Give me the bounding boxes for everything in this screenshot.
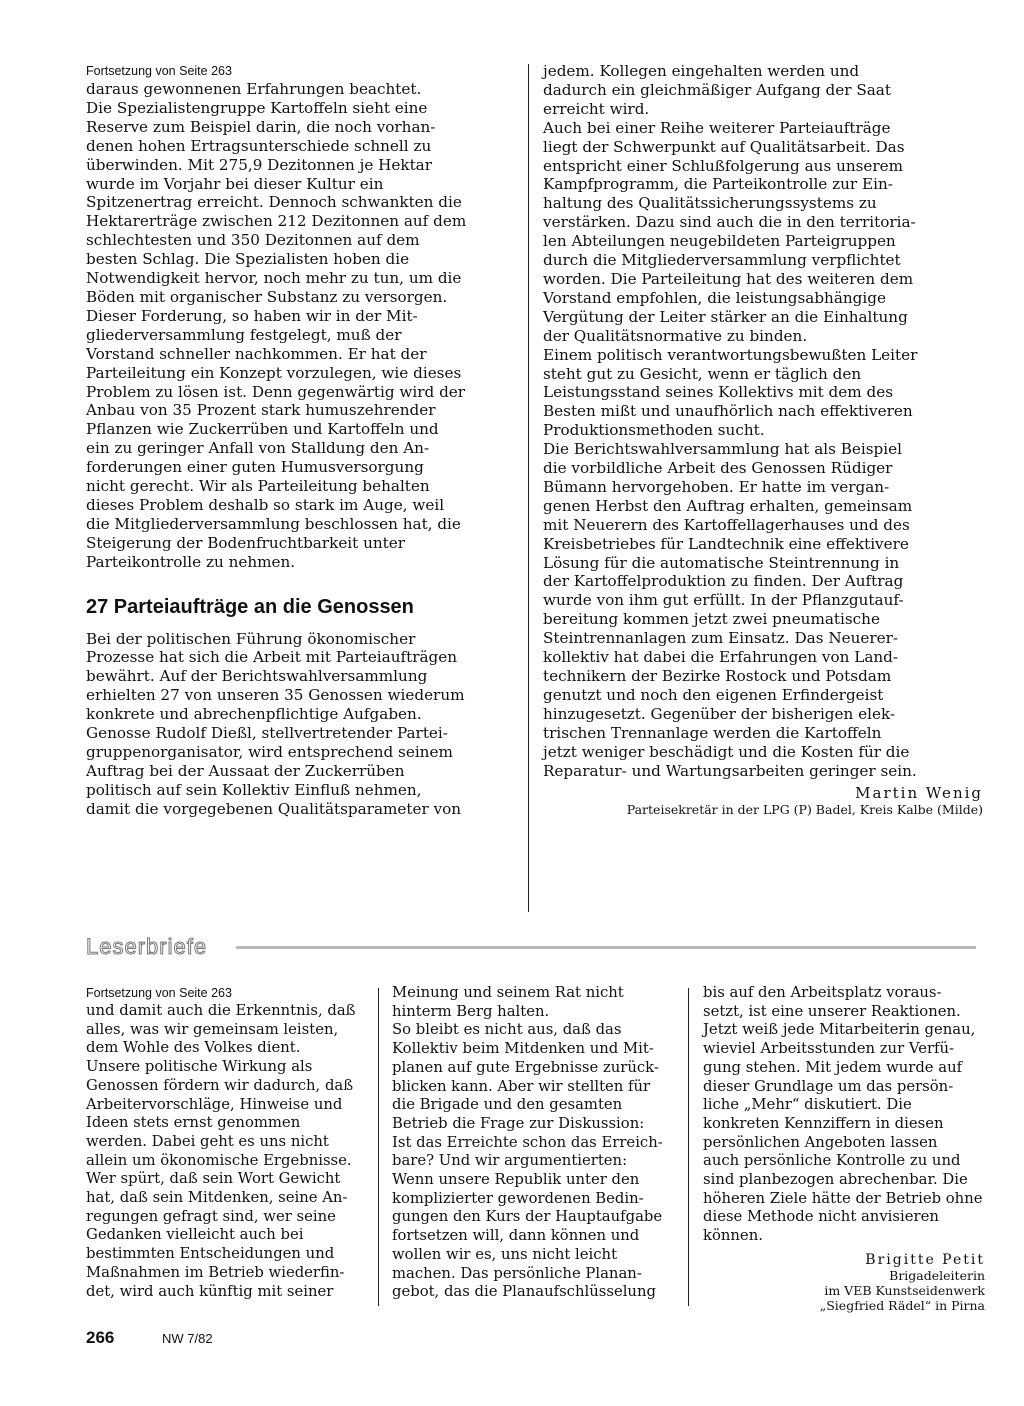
text-line: Besten mißt und unaufhörlich nach effektiveren [543,402,913,421]
text-line: dieser Grundlage um das persön- [703,1077,954,1095]
text-line: gungen den Kurs der Hauptaufgabe [392,1208,663,1226]
text-line: besten Schlag. Die Spezialisten hoben die [86,250,410,269]
letter-col-2 [392,984,676,1302]
text-line: verstärken. Dazu sind auch die in den territoria- [543,213,916,232]
text-line: schlechtesten und 350 Dezitonnen auf dem [86,231,420,250]
text-line: steht gut zu Gesicht, wenn er täglich den [543,364,862,383]
section-bar [236,946,976,949]
text-line: Produktionsmethoden sucht. [543,421,765,440]
text-line: „Siegfried Rädel“ in Pirna [819,1297,985,1313]
text-line: werden. Dabei geht es uns nicht [86,1132,329,1150]
text-line: Gedanken vielleicht auch bei [86,1226,304,1244]
text-line: auch persönliche Kontrolle zu und [703,1152,961,1170]
text-line: politisch auf sein Kollektiv Einfluß nehmen, [86,780,422,799]
text-line: damit die vorgegebenen Qualitätsparameter von [86,799,462,818]
text-line: persönlichen Angeboten lassen [703,1133,938,1151]
lower-column-1 [86,986,364,1301]
text-line: im VEB Kunstseidenwerk [824,1282,985,1298]
column-rule-lower-1 [378,988,379,1306]
text-line: Reparatur- und Wartungsarbeiten geringer sein. [543,761,917,780]
paragraph-right [543,62,983,780]
letter-author-name: Brigitte Petit [865,1251,985,1268]
text-line: Jetzt weiß jede Mitarbeiterin genau, [703,1021,976,1039]
text-line: Kollektiv beim Mitdenken und Mit- [392,1040,654,1058]
text-line: der Kartoffelproduktion zu finden. Der Auftrag [543,572,904,591]
text-line: bis auf den Arbeitsplatz voraus- [703,984,942,1001]
section-label: Leserbriefe [86,934,208,959]
text-line: Auch bei einer Reihe weiterer Parteiaufträge [543,118,891,137]
text-line: sind planbezogen abrechenbar. Die [703,1171,968,1189]
text-line: mit Neuerern des Kartoffellagerhauses und des [543,515,910,534]
text-line: alles, was wir gemeinsam leisten, [86,1020,339,1038]
text-line: Betrieb die Frage zur Diskussion: [392,1114,645,1132]
text-line: blicken kann. Aber wir stellten für [392,1077,651,1095]
text-line: bereitung kommen jetzt zwei pneumatische [543,610,880,629]
text-line: gruppenorganisator, wird entsprechend seinem [86,743,453,761]
text-line: fortsetzen will, dann können und [392,1227,640,1245]
text-line: Reserve zum Beispiel darin, die noch vorhan- [86,117,436,136]
text-line: Unsere politische Wirkung als [86,1058,313,1076]
text-line: entspricht einer Schlußfolgerung aus unserem [543,156,904,175]
text-line: hat, daß sein Mitdenken, seine An- [86,1189,348,1207]
text-line: allein um ökonomische Ergebnisse. [86,1151,352,1169]
text-line: bare? Und wir argumentierten: [392,1152,628,1170]
text-line: Genosse Rudolf Dießl, stellvertretender Partei- [86,724,448,743]
text-line: Die Spezialistengruppe Kartoffeln sieht eine [86,98,428,117]
text-line: Böden mit organischer Substanz zu versorgen. [86,287,448,306]
text-line: die Brigade und den gesamten [392,1096,623,1114]
text-line: forderungen einer guten Humusversorgung [86,458,424,477]
text-line: Parteileitung ein Konzept vorzulegen, wie dieses [86,363,462,382]
letter-author-role [703,1268,985,1313]
text-line: Vergütung der Leiter stärker an die Einhaltung [543,307,908,326]
section-header [86,934,986,960]
text-line: wollen wir es, uns nicht leicht [392,1245,618,1263]
text-line: konkrete und abrechenpflichtige Aufgaben. [86,705,422,724]
text-line: Prozesse hat sich die Arbeit mit Parteiaufträgen [86,648,458,667]
text-line: dadurch ein gleichmäßiger Aufgang der Saat [543,80,891,99]
text-line: nicht gerecht. Wir als Parteileitung behalten [86,477,430,496]
text-line: trischen Trennanlage werden die Kartoffeln [543,723,882,742]
text-line: Einem politisch verantwortungsbewußten Leiter [543,345,918,364]
text-line: jetzt weniger beschädigt und die Kosten für die [543,742,910,761]
section-heading: 27 Parteiaufträge an die Genossen [86,595,414,618]
text-line: Parteikontrolle zu nehmen. [86,552,296,571]
text-line: hinterm Berg halten. [392,1002,550,1020]
text-line: und damit auch die Erkenntnis, daß [86,1002,356,1019]
text-line: Ideen stets ernst genommen [86,1114,301,1132]
text-line: der Qualitätsnormative zu binden. [543,326,808,345]
text-line: Maßnahmen im Betrieb wiederfin- [86,1263,345,1281]
continued-note: Fortsetzung von Seite 263 [86,64,232,78]
text-line: konkreten Kennziffern in diesen [703,1114,944,1132]
author-role: Parteisekretär in der LPG (P) Badel, Kreis Kalbe (Milde) [626,802,983,818]
text-line: daraus gewonnenen Erfahrungen beachtet. [86,80,422,98]
text-line: Bei der politischen Führung ökonomischer [86,629,416,648]
text-line: Anbau von 35 Prozent stark humuszehrender [86,401,436,420]
text-line: liegt der Schwerpunkt auf Qualitätsarbeit. Das [543,137,905,156]
text-line: Wer spürt, daß sein Wort Gewicht [86,1170,341,1188]
text-line: setzt, ist eine unserer Reaktionen. [703,1002,961,1020]
text-line: Arbeitervorschläge, Hinweise und [86,1095,343,1113]
text-line: technikern der Bezirke Rostock und Potsdam [543,667,892,685]
text-line: gebot, das die Planaufschlüsselung [392,1283,656,1301]
text-line: len Abteilungen neugebildeten Parteigruppen [543,232,896,251]
text-line: Notwendigkeit hervor, noch mehr zu tun, um die [86,269,462,288]
text-line: die vorbildliche Arbeit des Genossen Rüdiger [543,459,893,478]
text-line: höheren Ziele hätte der Betrieb ohne [703,1189,983,1207]
text-line: komplizierter gewordenen Bedin- [392,1189,644,1207]
text-line: Steigerung der Bodenfruchtbarkeit unter [86,533,406,552]
letter-col-1 [86,1002,364,1301]
lower-column-3 [703,984,985,1313]
text-line: Pflanzen wie Zuckerrüben und Kartoffeln und [86,420,439,439]
text-line: genen Herbst den Auftrag erhalten, gemeinsam [543,496,913,515]
issue-label: NW 7/82 [162,1331,213,1346]
text-line: bewährt. Auf der Berichtswahlversammlung [86,667,428,686]
text-line: Wenn unsere Republik unter den [392,1171,640,1189]
text-line: gung stehen. Mit jedem wurde auf [703,1058,963,1076]
text-line: ein zu geringer Anfall von Stalldung den An- [86,439,430,458]
text-line: worden. Die Parteileitung hat des weiteren dem [543,269,914,288]
text-line: wieviel Arbeitsstunden zur Verfü- [703,1040,955,1058]
upper-right-column [543,62,983,817]
text-line: überwinden. Mit 275,9 Dezitonnen je Hektar [86,155,432,174]
text-line: haltung des Qualitätssicherungssystems zu [543,194,877,213]
text-line: Kampfprogramm, die Parteikontrolle zur Ein- [543,175,893,194]
text-line: So bleibt es nicht aus, daß das [392,1021,622,1039]
page-number: 266 [86,1328,115,1347]
column-rule-lower-2 [688,988,689,1306]
text-line: Die Berichtswahlversammlung hat als Beispiel [543,440,902,459]
text-line: machen. Das persönliche Planan- [392,1264,642,1282]
text-line: erhielten 27 von unseren 35 Genossen wiederum [86,686,465,705]
text-line: Leistungsstand seines Kollektivs mit dem des [543,383,894,402]
text-line: dem Wohle des Volkes dient. [86,1039,301,1057]
text-line: Vorstand empfohlen, die leistungsabhängige [543,288,886,307]
text-line: wurde im Vorjahr bei dieser Kultur ein [86,174,384,193]
text-line: durch die Mitgliederversammlung verpflichtet [543,251,901,270]
author-name: Martin Wenig [855,784,983,803]
paragraph-2 [86,630,518,819]
text-line: Spitzenertrag erreicht. Dennoch schwankten die [86,193,462,212]
text-line: erreicht wird. [543,99,650,118]
text-line: Hektarerträge zwischen 212 Dezitonnen auf dem [86,212,467,231]
text-line: genutzt und noch den eigenen Erfindergeist [543,685,884,704]
text-line: Kreisbetriebes für Landtechnik eine effektivere [543,534,909,553]
text-line: Problem zu lösen ist. Denn gegenwärtig wird der [86,382,466,401]
text-line: Dieser Forderung, so haben wir in der Mit- [86,306,418,325]
text-line: gliederversammlung festgelegt, muß der [86,325,402,344]
text-line: kollektiv hat dabei die Erfahrungen von Land- [543,648,899,667]
text-line: det, wird auch künftig mit seiner [86,1282,334,1300]
text-line: planen auf gute Ergebnisse zurück- [392,1058,659,1076]
continued-note-lower: Fortsetzung von Seite 263 [86,986,232,1000]
text-line: dieses Problem deshalb so stark im Auge, weil [86,495,445,514]
text-line: diese Methode nicht anvisieren [703,1208,939,1226]
paragraph-1 [86,80,518,572]
text-line: Bümann hervorgehoben. Er hatte im vergan- [543,477,890,496]
column-rule [528,64,529,912]
text-line: Ist das Erreichte schon das Erreich- [392,1133,663,1151]
text-line: regungen gefragt sind, wer seine [86,1207,336,1225]
text-line: Vorstand schneller nachkommen. Er hat der [86,344,427,363]
text-line: Meinung und seinem Rat nicht [392,984,624,1001]
letter-col-3 [703,984,985,1246]
text-line: Steintrennanlagen zum Einsatz. Das Neuerer- [543,629,899,648]
text-line: Lösung für die automatische Steintrennung in [543,553,900,572]
text-line: liche „Mehr“ diskutiert. Die [703,1096,912,1114]
upper-left-column [86,64,518,819]
text-line: wurde von ihm gut erfüllt. In der Pflanzgutauf- [543,591,904,610]
lower-column-2 [392,984,676,1302]
text-line: denen hohen Ertragsunterschiede schnell zu [86,136,432,155]
text-line: jedem. Kollegen eingehalten werden und [543,62,860,80]
text-line: Genossen fördern wir dadurch, daß [86,1076,354,1094]
text-line: Auftrag bei der Aussaat der Zuckerrüben [86,761,405,780]
text-line: hinzugesetzt. Gegenüber der bisherigen elek- [543,704,896,723]
text-line: Brigadeleiterin [889,1267,985,1283]
text-line: bestimmten Entscheidungen und [86,1245,335,1263]
text-line: können. [703,1227,763,1245]
text-line: die Mitgliederversammlung beschlossen hat, die [86,514,461,533]
